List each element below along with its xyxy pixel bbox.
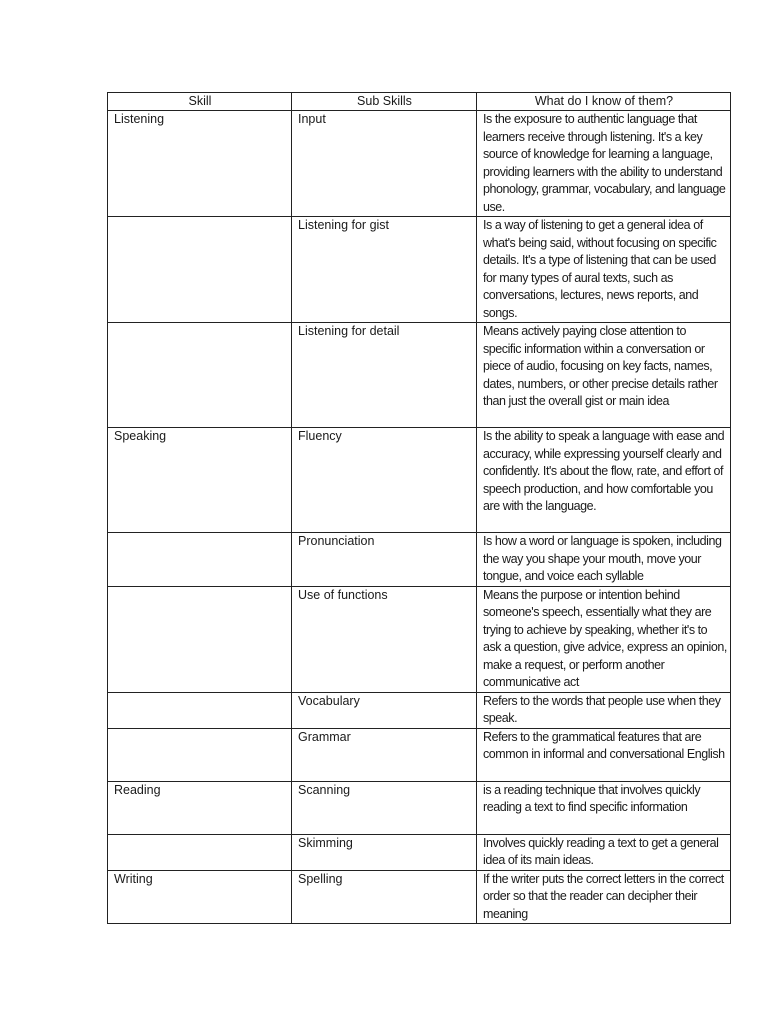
- skill-cell: Listening: [108, 111, 292, 217]
- description-cell: Is the ability to speak a language with ease and accuracy, while expressing yourself clearly and confidently. It's about the flow, rate, and effort of speech production, and how comfortable you are with the language.: [477, 428, 731, 533]
- table-body: [108, 111, 731, 924]
- description-cell: If the writer puts the correct letters in the correct order so that the reader can decipher their meaning: [477, 870, 731, 924]
- description-cell: Is a way of listening to get a general idea of what's being said, without focusing on specific details. It's a type of listening that can be used for many types of aural texts, such as conversations, lectures, news reports, and songs.: [477, 217, 731, 323]
- table-row: [108, 217, 731, 323]
- skill-cell: Reading: [108, 781, 292, 834]
- skill-cell: [108, 217, 292, 323]
- table-row: [108, 533, 731, 587]
- description-cell: Involves quickly reading a text to get a general idea of its main ideas.: [477, 834, 731, 870]
- sub-skill-cell: Spelling: [292, 870, 477, 924]
- table-row: [108, 586, 731, 692]
- skill-cell: [108, 533, 292, 587]
- header-row: [108, 93, 731, 111]
- header-sub-skills: Sub Skills: [292, 93, 477, 111]
- sub-skill-cell: Listening for detail: [292, 323, 477, 428]
- sub-skill-cell: Fluency: [292, 428, 477, 533]
- sub-skill-cell: Use of functions: [292, 586, 477, 692]
- table-row: [108, 692, 731, 728]
- description-cell: Refers to the grammatical features that are common in informal and conversational English: [477, 728, 731, 781]
- header-skill: Skill: [108, 93, 292, 111]
- skill-cell: [108, 586, 292, 692]
- sub-skill-cell: Pronunciation: [292, 533, 477, 587]
- description-cell: Means the purpose or intention behind someone's speech, essentially what they are trying to achieve by speaking, whether it's to ask a question, give advice, express an opinion, make a request, or perform another communicative act: [477, 586, 731, 692]
- sub-skill-cell: Grammar: [292, 728, 477, 781]
- sub-skill-cell: Vocabulary: [292, 692, 477, 728]
- skill-cell: [108, 728, 292, 781]
- skill-cell: Speaking: [108, 428, 292, 533]
- table-row: [108, 834, 731, 870]
- sub-skill-cell: Input: [292, 111, 477, 217]
- sub-skill-cell: Skimming: [292, 834, 477, 870]
- table-header: [108, 93, 731, 111]
- skill-cell: [108, 323, 292, 428]
- table-row: [108, 323, 731, 428]
- table-row: [108, 870, 731, 924]
- sub-skill-cell: Scanning: [292, 781, 477, 834]
- description-cell: is a reading technique that involves quickly reading a text to find specific information: [477, 781, 731, 834]
- skill-cell: Writing: [108, 870, 292, 924]
- table-row: [108, 428, 731, 533]
- skills-table: [107, 92, 731, 924]
- table-row: [108, 111, 731, 217]
- sub-skill-cell: Listening for gist: [292, 217, 477, 323]
- table-row: [108, 781, 731, 834]
- description-cell: Is the exposure to authentic language that learners receive through listening. It's a key source of knowledge for learning a language, providing learners with the ability to understand phonology, grammar, vocabulary, and language use.: [477, 111, 731, 217]
- description-cell: Is how a word or language is spoken, including the way you shape your mouth, move your tongue, and voice each syllable: [477, 533, 731, 587]
- skill-cell: [108, 834, 292, 870]
- skill-cell: [108, 692, 292, 728]
- table-row: [108, 728, 731, 781]
- description-cell: Refers to the words that people use when they speak.: [477, 692, 731, 728]
- header-knowledge: What do I know of them?: [477, 93, 731, 111]
- description-cell: Means actively paying close attention to specific information within a conversation or piece of audio, focusing on key facts, names, dates, numbers, or other precise details rather than just the overall gist or main idea: [477, 323, 731, 428]
